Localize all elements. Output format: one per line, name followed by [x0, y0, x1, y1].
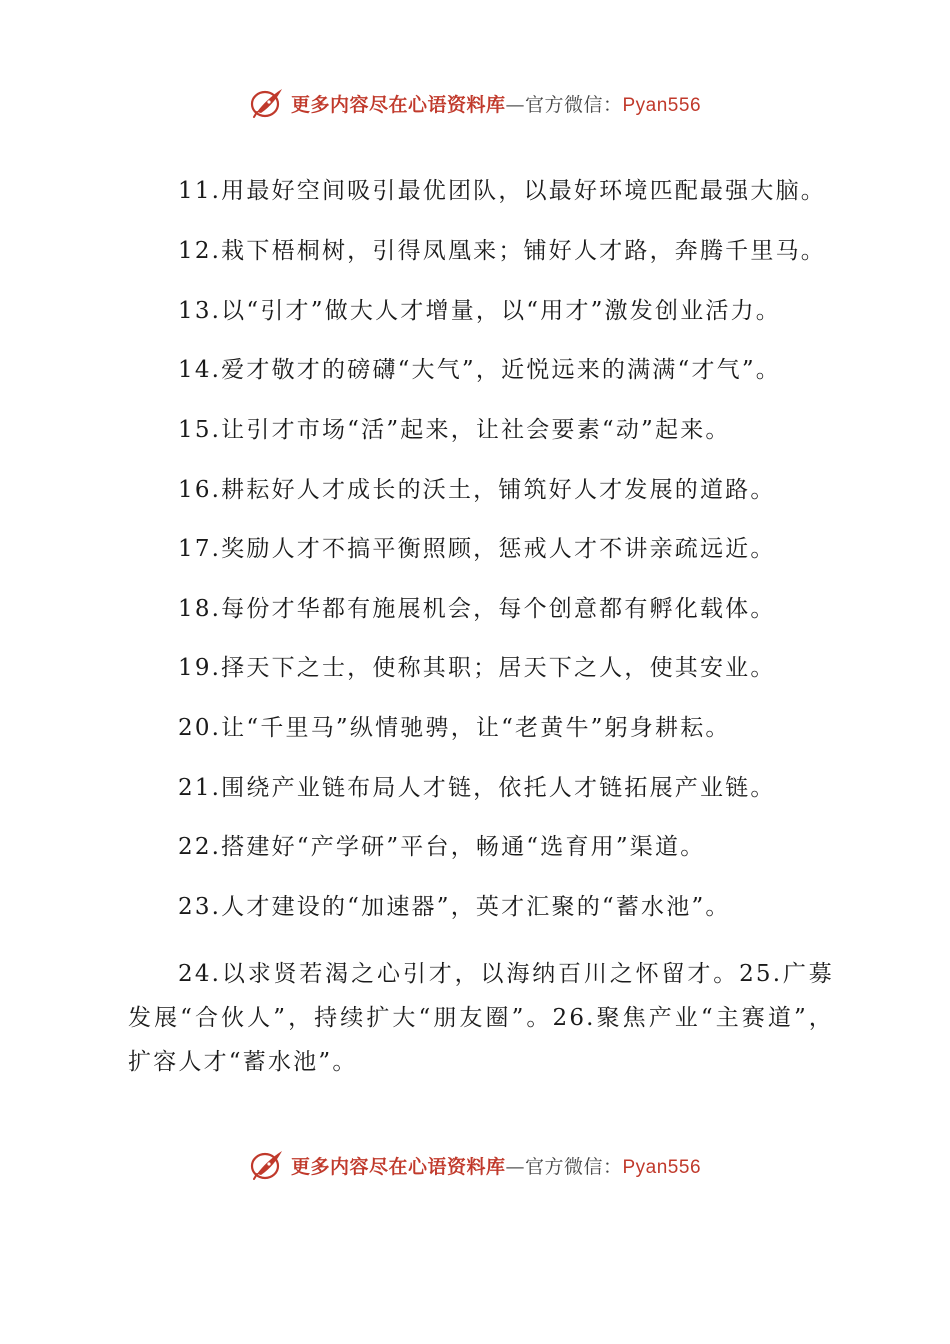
wechat-id: Pyan556	[622, 1156, 702, 1178]
wechat-id: Pyan556	[622, 94, 702, 116]
banner-separator: —	[505, 93, 525, 116]
wechat-label: 官方微信：	[524, 93, 623, 116]
list-item: 23.人才建设的“加速器”，英才汇聚的“蓄水池”。	[178, 894, 731, 920]
header-banner	[0, 83, 950, 123]
final-paragraph: 24.以求贤若渴之心引才，以海纳百川之怀留才。25.广募发展“合伙人”，持续扩大“朋友圈”。26.聚焦产业“主赛道”，扩容人才“蓄水池”。	[128, 961, 834, 1075]
list-item: 18.每份才华都有施展机会，每个创意都有孵化载体。	[178, 596, 776, 622]
list-item: 21.围绕产业链布局人才链，依托人才链拓展产业链。	[178, 775, 776, 801]
list-item: 20.让“千里马”纵情驰骋，让“老黄牛”躬身耕耘。	[178, 715, 731, 741]
footer-banner	[0, 1145, 950, 1185]
brand-text: 更多内容尽在心语资料库	[290, 93, 506, 116]
list-item: 19.择天下之士，使称其职；居天下之人，使其安业。	[178, 655, 776, 681]
list-item: 13.以“引才”做大人才增量，以“用才”激发创业活力。	[178, 298, 782, 324]
list-item: 14.爱才敬才的磅礴“大气”，近悦远来的满满“才气”。	[178, 357, 782, 383]
wechat-label: 官方微信：	[524, 1155, 623, 1178]
list-item: 12.栽下梧桐树，引得凤凰来；铺好人才路，奔腾千里马。	[178, 238, 826, 264]
list-item: 11.用最好空间吸引最优团队，以最好环境匹配最强大脑。	[178, 178, 826, 204]
quill-pen-icon	[249, 1148, 285, 1182]
quill-pen-icon	[249, 86, 285, 120]
brand-text: 更多内容尽在心语资料库	[290, 1155, 506, 1178]
banner-separator: —	[505, 1155, 525, 1178]
list-item: 15.让引才市场“活”起来，让社会要素“动”起来。	[178, 417, 731, 443]
list-item: 17.奖励人才不搞平衡照顾，惩戒人才不讲亲疏远近。	[178, 536, 776, 562]
list-item: 22.搭建好“产学研”平台，畅通“选育用”渠道。	[178, 834, 706, 860]
list-item: 16.耕耘好人才成长的沃土，铺筑好人才发展的道路。	[178, 477, 776, 503]
